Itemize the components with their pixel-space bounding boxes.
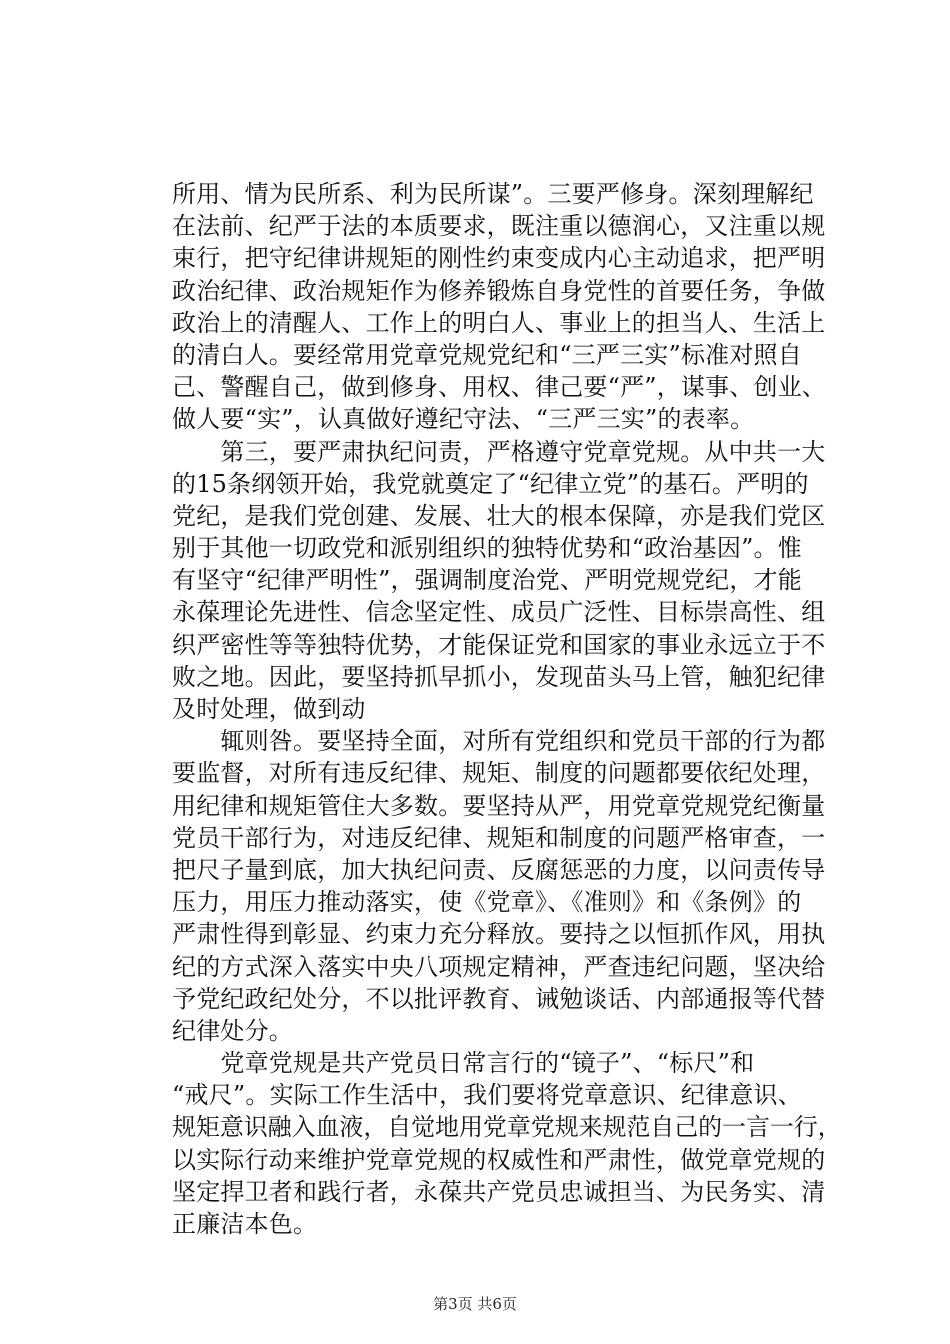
text-line: 别于其他一切政党和派别组织的独特优势和“政治基因”。惟 [172,534,802,563]
text-line: 纪的方式深入落实中央八项规定精神，严查违纪问题，坚决给 [172,952,826,981]
text-line: 党章党规是共产党员日常言行的“镜子”、“标尺”和 [172,1049,755,1078]
text-line: 有坚守“纪律严明性”，强调制度治党、严明党规党纪，才能 [172,566,802,595]
text-line: 永葆理论先进性、信念坚定性、成员广泛性、目标崇高性、组 [172,598,826,627]
text-line: 己、警醒自己，做到修身、用权、律己要“严”，谋事、创业、 [172,373,827,402]
text-line: 败之地。因此，要坚持抓早抓小，发现苗头马上管，触犯纪律 [172,662,826,691]
text-line: 辄则咎。要坚持全面，对所有党组织和党员干部的行为都 [172,727,826,756]
text-line: 坚定捍卫者和践行者，永葆共产党员忠诚担当、为民务实、清 [172,1177,826,1206]
text-line: 党员干部行为，对违反纪律、规矩和制度的问题严格审查，一 [172,823,826,852]
text-line: 把尺子量到底，加大执纪问责、反腐惩恶的力度，以问责传导 [172,855,826,884]
text-line: 政治纪律、政治规矩作为修养锻炼自身党性的首要任务，争做 [172,276,826,305]
document-body [172,178,842,1240]
text-line: 严肃性得到彰显、约束力充分释放。要持之以恒抓作风，用执 [172,920,826,949]
text-line: 以实际行动来维护党章党规的权威性和严肃性，做党章党规的 [172,1145,826,1174]
text-line: 纪律处分。 [172,1016,293,1045]
text-line: 正廉洁本色。 [172,1210,318,1238]
text-line: 束行，把守纪律讲规矩的刚性约束变成内心主动追求，把严明 [172,244,826,273]
text-line: 党纪，是我们党创建、发展、壮大的根本保障，亦是我们党区 [172,501,826,530]
text-line: 及时处理，做到动 [172,695,366,723]
text-line: 规矩意识融入血液，自觉地用党章党规来规范自己的一言一行， [172,1113,842,1142]
page-footer: 第3页 共6页 [433,1295,517,1313]
text-line: 压力，用压力推动落实，使《党章》、《准则》和《条例》的 [172,888,802,917]
text-line: 要监督，对所有违反纪律、规矩、制度的问题都要依纪处理， [172,759,826,788]
text-line: 的15条纲领开始，我党就奠定了“纪律立党”的基石。严明的 [172,469,809,498]
text-line: 予党纪政纪处分，不以批评教育、诫勉谈话、内部通报等代替 [172,984,826,1013]
text-line: 织严密性等等独特优势，才能保证党和国家的事业永远立于不 [172,630,826,659]
text-line: 政治上的清醒人、工作上的明白人、事业上的担当人、生活上 [172,308,826,337]
text-line: “戒尺”。实际工作生活中，我们要将党章意识、纪律意识、 [172,1081,802,1110]
text-line: 所用、情为民所系、利为民所谋”。三要严修身。深刻理解纪 [172,180,814,208]
text-line: 的清白人。要经常用党章党规党纪和“三严三实”标准对照自 [172,340,802,369]
text-line: 用纪律和规矩管住大多数。要坚持从严，用党章党规党纪衡量 [172,791,826,820]
text-line: 第三，要严肃执纪问责，严格遵守党章党规。从中共一大 [172,437,826,466]
text-line: 在法前、纪严于法的本质要求，既注重以德润心，又注重以规 [172,212,826,241]
text-line: 做人要“实”，认真做好遵纪守法、“三严三实”的表率。 [172,405,755,434]
